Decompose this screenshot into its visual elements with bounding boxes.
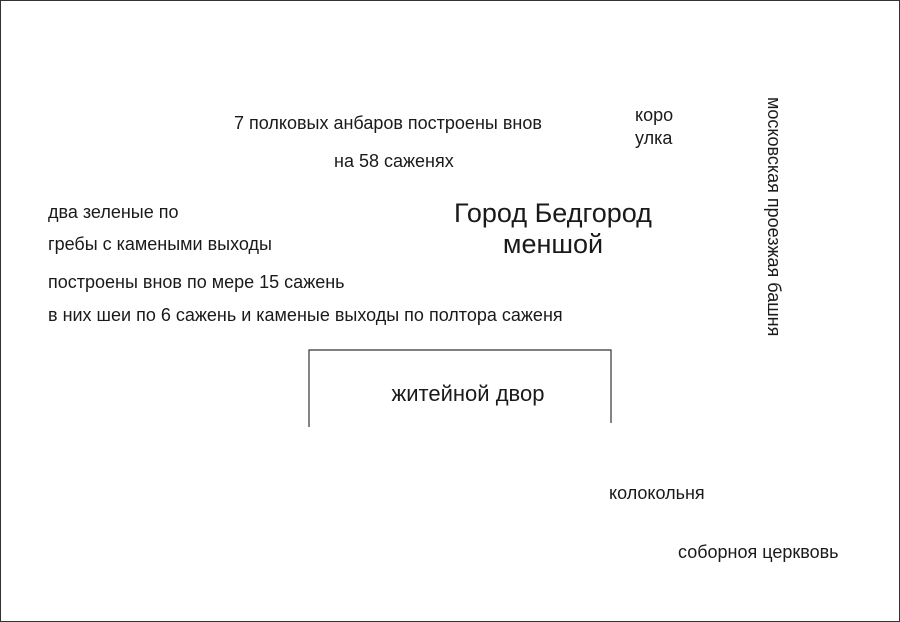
alley-label [635, 104, 673, 149]
granaries-length-label: на 58 саженях [334, 151, 454, 171]
bell-tower-label: колокольня [609, 483, 705, 503]
alley-label-part1: коро [635, 105, 674, 125]
map-title-line1: Город Бедгород [454, 198, 652, 228]
ditches-line-4: в них шеи по 6 сажень и каменые выходы по полтора саженя [48, 305, 563, 325]
map-title-line2: меншой [502, 229, 604, 260]
ditches-line-3: построены внов по мере 15 сажень [48, 272, 345, 292]
granary-yard-label: житейной двор [391, 381, 545, 406]
ditches-line-1: два зеленые по [48, 202, 179, 222]
map-title [438, 198, 668, 260]
granaries-label: 7 полковых анбаров построены внов [234, 113, 542, 133]
cathedral-label: соборноя церквовь [678, 542, 839, 562]
moscow-gate-tower-label: московская проезжая башня [764, 97, 784, 337]
alley-label-part2: улка [635, 127, 673, 148]
granary-yard [308, 349, 610, 427]
ditches-line-2: гребы с камеными выходы [48, 234, 272, 254]
